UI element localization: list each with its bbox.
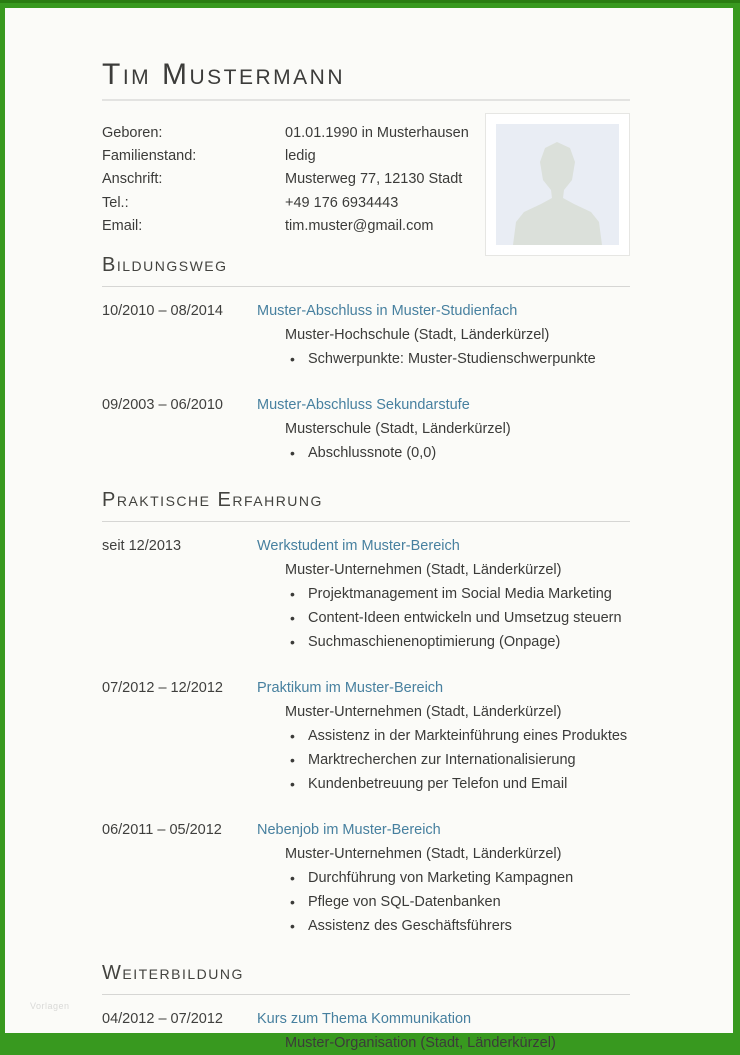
entry-title: Nebenjob im Muster-Bereich	[257, 822, 441, 839]
entry-bullets	[257, 347, 630, 371]
entry-title: Werkstudent im Muster-Bereich	[257, 538, 460, 555]
section-heading: Praktische Erfahrung	[102, 487, 630, 522]
section-heading: Weiterbildung	[102, 960, 630, 995]
cv-section	[102, 487, 630, 938]
entry-list	[102, 1007, 630, 1055]
entry-organization: Muster-Unternehmen (Stadt, Länderkürzel)	[285, 562, 562, 579]
entry-organization: Muster-Organisation (Stadt, Länderkürzel)	[285, 1035, 556, 1052]
section-container	[102, 252, 630, 1055]
person-silhouette-icon	[496, 124, 619, 245]
entry-date: seit 12/2013	[102, 538, 182, 555]
info-value: ledig	[285, 148, 316, 165]
entry-date: 04/2012 – 07/2012	[102, 1011, 223, 1028]
entry-body	[257, 534, 630, 654]
entry-bullet: • Kundenbetreuung per Telefon und Email	[308, 772, 630, 796]
entry-title: Praktikum im Muster-Bereich	[257, 680, 444, 697]
entry-body	[257, 1007, 630, 1055]
entry-organization: Musterschule (Stadt, Länderkürzel)	[285, 421, 511, 438]
info-value: 01.01.1990 in Musterhausen	[285, 125, 469, 141]
entry-bullet: • Abschlussnote (0,0)	[308, 441, 630, 465]
entry-bullet: • Suchmaschienenoptimierung (Onpage)	[308, 630, 630, 654]
entry-organization: Muster-Hochschule (Stadt, Länderkürzel)	[285, 327, 550, 344]
entry-title: Muster-Abschluss Sekundarstufe	[257, 397, 470, 414]
entry-bullets	[257, 866, 630, 938]
entry-body	[257, 818, 630, 938]
name-divider	[102, 99, 630, 101]
entry-bullet: • Projektmanagement im Social Media Marketing	[308, 582, 630, 606]
entry-bullet: • Schwerpunkte: Muster-Studienschwerpunkte	[308, 347, 630, 371]
entry-organization: Muster-Unternehmen (Stadt, Länderkürzel)	[285, 704, 562, 721]
entry-bullet: • Content-Ideen entwickeln und Umsetzug steuern	[308, 606, 630, 630]
person-name: Tim Mustermann	[102, 58, 345, 91]
border-top-accent	[0, 0, 740, 3]
photo-frame	[485, 113, 630, 256]
entry-title: Muster-Abschluss in Muster-Studienfach	[257, 303, 518, 320]
entry-list	[102, 534, 630, 938]
info-value: Musterweg 77, 12130 Stadt	[285, 171, 463, 188]
entry-bullets	[257, 582, 630, 654]
entry-organization: Muster-Unternehmen (Stadt, Länderkürzel)	[285, 846, 562, 863]
cv-entry	[102, 676, 630, 796]
entry-date: 10/2010 – 08/2014	[102, 303, 223, 320]
cv-entry	[102, 393, 630, 465]
entry-bullet: • Assistenz des Geschäftsführers	[308, 914, 630, 938]
entry-date: 07/2012 – 12/2012	[102, 680, 223, 697]
info-label: Geboren:	[102, 125, 163, 141]
info-label: Anschrift:	[102, 171, 163, 188]
entry-bullet: • Assistenz in der Markteinführung eines Produktes	[308, 724, 630, 748]
entry-date: 06/2011 – 05/2012	[102, 822, 222, 839]
info-value: +49 176 6934443	[285, 194, 399, 211]
entry-body	[257, 299, 630, 371]
entry-title: Kurs zum Thema Kommunikation	[257, 1011, 472, 1028]
cv-section	[102, 960, 630, 1055]
entry-bullets	[257, 724, 630, 796]
cv-page	[5, 8, 733, 1052]
cv-entry	[102, 534, 630, 654]
info-value: tim.muster@gmail.com	[285, 217, 434, 234]
cv-section	[102, 252, 630, 465]
entry-bullet: • Marktrecherchen zur Internationalisierung	[308, 748, 630, 772]
info-label: Email:	[102, 217, 143, 234]
entry-list	[102, 299, 630, 465]
cv-entry	[102, 818, 630, 938]
section-heading: Bildungsweg	[102, 252, 630, 287]
info-label: Familienstand:	[102, 148, 197, 165]
cv-entry	[102, 299, 630, 371]
info-label: Tel.:	[102, 194, 129, 211]
entry-bullet: • Durchführung von Marketing Kampagnen	[308, 866, 630, 890]
entry-body	[257, 393, 630, 465]
entry-body	[257, 676, 630, 796]
entry-date: 09/2003 – 06/2010	[102, 397, 223, 414]
entry-bullet: • Pflege von SQL-Datenbanken	[308, 890, 630, 914]
cv-entry	[102, 1007, 630, 1055]
entry-bullets	[257, 441, 630, 465]
photo-placeholder	[496, 124, 619, 245]
watermark: Vorlagen	[30, 1001, 70, 1011]
